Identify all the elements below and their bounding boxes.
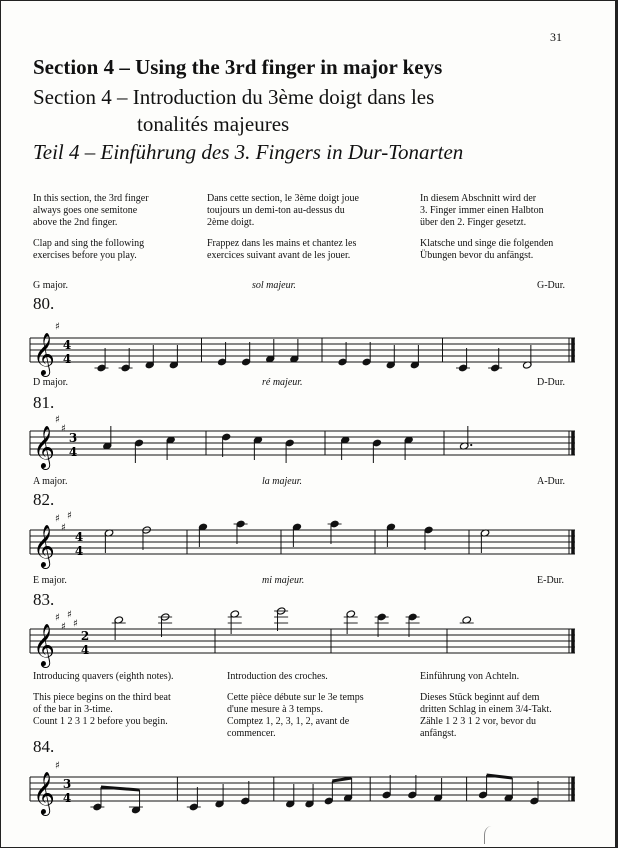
text-line: Comptez 1, 2, 3, 1, 2, avant de (227, 716, 350, 727)
quavers-english-text (33, 692, 174, 728)
intro-german-instruction (420, 238, 553, 262)
sharp-icon: ♯ (55, 321, 60, 333)
treble-clef-icon: 𝄞 (33, 524, 55, 567)
time-signature-top: 3 (62, 777, 72, 791)
text-line: In this section, the 3rd finger (33, 193, 149, 204)
dot-icon (470, 444, 472, 446)
key-label-english: A major. (33, 476, 68, 487)
staff-exercise-82 (30, 510, 575, 580)
intro-english (33, 193, 149, 271)
intro-french-text (207, 193, 359, 229)
key-label-german: E-Dur. (537, 575, 564, 586)
text-line: Übungen bevor du anfängst. (420, 250, 534, 261)
sharp-icon: ♯ (55, 414, 60, 426)
text-line: exercises before you play. (33, 250, 137, 261)
text-line: Zähle 1 2 3 1 2 vor, bevor du (420, 716, 536, 727)
key-label-german: A-Dur. (537, 476, 566, 487)
beam (332, 778, 351, 781)
time-signature-bottom: 4 (68, 445, 78, 459)
intro-english-text (33, 193, 149, 229)
exercise-number: 83. (33, 590, 55, 609)
text-line: Clap and sing the following (33, 238, 145, 249)
quavers-german (420, 671, 552, 749)
sharp-icon: ♯ (73, 618, 78, 630)
quavers-german-text (420, 692, 552, 740)
text-line: über den 2. Finger gesetzt. (420, 217, 527, 228)
time-signature-top: 3 (68, 431, 78, 445)
text-line: Dans cette section, le 3ème doigt joue (207, 193, 359, 204)
text-line: In diesem Abschnitt wird der (420, 193, 537, 204)
intro-english-instruction (33, 238, 149, 262)
intro-german (420, 193, 553, 271)
sharp-icon: ♯ (61, 522, 66, 534)
sharp-icon: ♯ (61, 423, 66, 435)
text-line: Frappez dans les mains et chantez les (207, 238, 357, 249)
time-signature-bottom: 4 (80, 643, 90, 657)
beam (101, 787, 140, 790)
text-line: Count 1 2 3 1 2 before you begin. (33, 716, 168, 727)
text-line: Klatsche und singe die folgenden (420, 238, 554, 249)
key-label-german: G-Dur. (537, 280, 566, 291)
text-line: commencer. (227, 728, 276, 739)
time-signature-bottom: 4 (62, 352, 72, 366)
key-label-german: D-Dur. (537, 377, 566, 388)
section-title-french-line2: tonalités majeures (137, 112, 290, 136)
text-line: of the bar in 3-time. (33, 704, 113, 715)
treble-clef-icon: 𝄞 (33, 332, 55, 375)
text-line: Dieses Stück beginnt auf dem (420, 692, 540, 703)
exercise-number: 81. (33, 393, 55, 412)
sharp-icon: ♯ (67, 510, 72, 522)
intro-french-instruction (207, 238, 359, 262)
quavers-french-text (227, 692, 364, 740)
exercise-number: 82. (33, 490, 55, 509)
page-curl-mark (484, 826, 499, 844)
text-line: toujours un demi-ton au-dessus du (207, 205, 345, 216)
intro-french (207, 193, 359, 271)
text-line: exercices suivant avant de les jouer. (207, 250, 351, 261)
quavers-english (33, 671, 174, 737)
text-line: always goes one semitone (33, 205, 138, 216)
time-signature-top: 4 (74, 530, 84, 544)
key-label-english: G major. (33, 280, 68, 291)
staff-exercise-83 (30, 609, 575, 679)
section-title-french-line1: Section 4 – Introduction du 3ème doigt dans les (33, 85, 435, 109)
text-line: dritten Schlag in einem 3/4-Takt. (420, 704, 552, 715)
sharp-icon: ♯ (67, 609, 72, 621)
time-signature-bottom: 4 (62, 791, 72, 805)
sharp-icon: ♯ (61, 621, 66, 633)
quavers-english-heading: Introducing quavers (eighth notes). (33, 671, 174, 682)
exercise-number: 84. (33, 737, 55, 756)
exercise-number: 80. (33, 294, 55, 313)
key-label-french: sol majeur. (252, 280, 296, 291)
sharp-icon: ♯ (55, 513, 60, 525)
key-label-english: E major. (33, 575, 67, 586)
beam (487, 775, 513, 778)
treble-clef-icon: 𝄞 (33, 623, 55, 666)
intro-german-text (420, 193, 553, 229)
text-line: anfängst. (420, 728, 457, 739)
section-title-german: Teil 4 – Einführung des 3. Fingers in Dur-Tonarten (33, 140, 464, 164)
staff-exercise-84 (30, 757, 575, 827)
text-line: This piece begins on the third beat (33, 692, 171, 703)
key-label-french: mi majeur. (262, 575, 305, 586)
text-line: 3. Finger immer einen Halbton (420, 205, 544, 216)
time-signature-top: 2 (80, 629, 90, 643)
treble-clef-icon: 𝄞 (33, 425, 55, 468)
text-line: Cette pièce débute sur le 3e temps (227, 692, 364, 703)
quavers-french (227, 671, 364, 749)
quavers-german-heading: Einführung von Achteln. (420, 671, 520, 682)
time-signature-bottom: 4 (74, 544, 84, 558)
text-line: above the 2nd finger. (33, 217, 118, 228)
sharp-icon: ♯ (55, 612, 60, 624)
text-line: d'une mesure à 3 temps. (227, 704, 323, 715)
section-title-english: Section 4 – Using the 3rd finger in major keys (33, 55, 443, 79)
staff-exercise-81 (30, 411, 575, 481)
quavers-french-heading: Introduction des croches. (227, 671, 328, 682)
time-signature-top: 4 (62, 338, 72, 352)
key-label-french: la majeur. (262, 476, 302, 487)
text-line: 2ème doigt. (207, 217, 255, 228)
key-label-french: ré majeur. (262, 377, 303, 388)
sharp-icon: ♯ (55, 760, 60, 772)
key-label-english: D major. (33, 377, 68, 388)
treble-clef-icon: 𝄞 (33, 771, 55, 814)
page-number: 31 (550, 30, 562, 44)
